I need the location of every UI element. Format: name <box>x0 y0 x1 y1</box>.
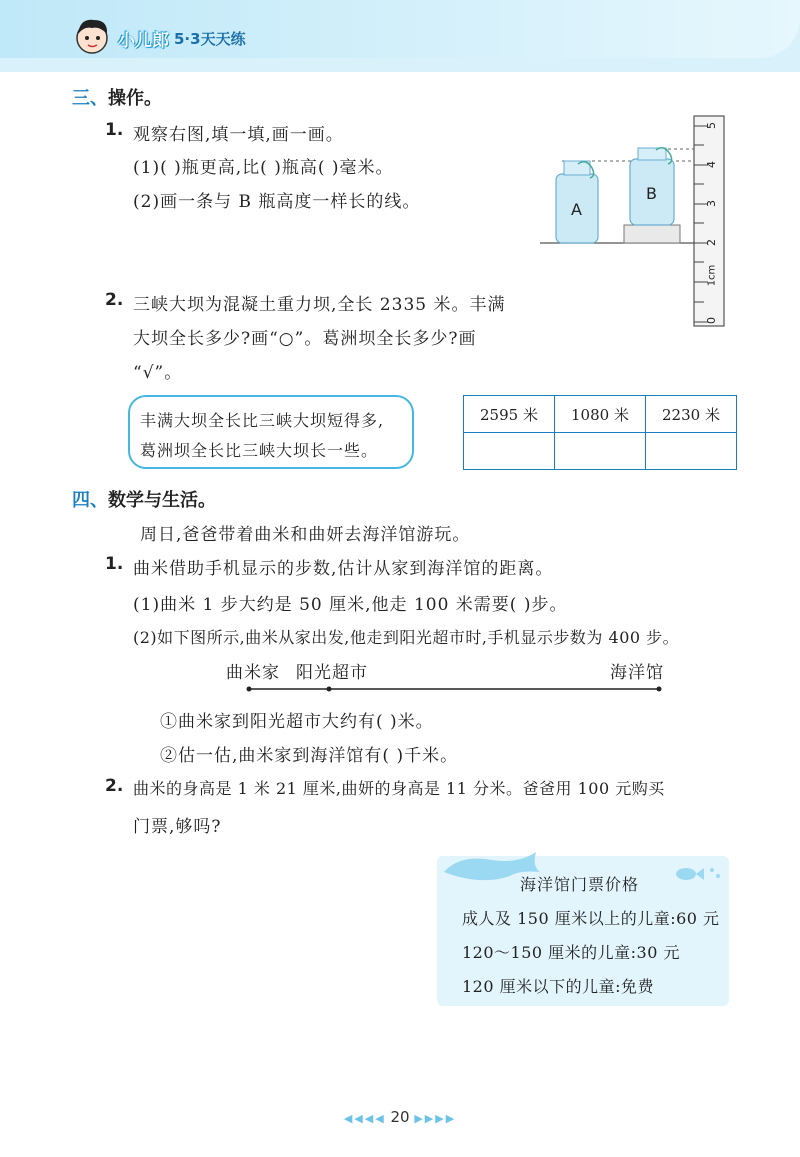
section3-title: 操作。 <box>108 88 162 109</box>
s3-q1-sub2: (2)画一条与 B 瓶高度一样长的线。 <box>133 192 421 212</box>
price-row-adult: 成人及 150 厘米以上的儿童:60 元 <box>462 909 720 928</box>
answer-cell[interactable] <box>555 433 646 470</box>
table-answer-row <box>464 433 737 470</box>
fish-icon <box>668 862 724 886</box>
s4-q1-sub2: (2)如下图所示,曲米从家出发,他走到阳光超市时,手机显示步数为 400 步。 <box>133 628 680 647</box>
page-number-value: 20 <box>390 1108 410 1126</box>
answer-cell[interactable] <box>464 433 555 470</box>
ruler-tick-3: 3 <box>705 200 718 207</box>
s3-q2-line1: 三峡大坝为混凝土重力坝,全长 2335 米。丰满 <box>133 295 506 315</box>
bubble-line1: 丰满大坝全长比三峡大坝短得多, <box>140 411 385 430</box>
s4-q2-line2: 门票,够吗? <box>133 817 222 837</box>
bottle-a-label: A <box>571 200 582 219</box>
mascot-icon <box>70 14 114 58</box>
s4-q1-item2: ②估一估,曲米家到海洋馆有( )千米。 <box>160 746 459 766</box>
brand-logo: 小儿郎 <box>118 31 169 51</box>
label-home: 曲米家 <box>226 663 280 683</box>
label-aquarium: 海洋馆 <box>610 663 664 683</box>
right-arrows-icon: ▶▶▶▶ <box>414 1112 457 1125</box>
bottle-b-label: B <box>646 184 657 203</box>
section4-number: 四、 <box>72 490 108 511</box>
table-header-row <box>464 396 737 433</box>
price-row-free: 120 厘米以下的儿童:免费 <box>462 977 655 996</box>
ruler-tick-4: 4 <box>705 161 718 168</box>
length-table <box>463 395 737 470</box>
s3-q1-number: 1. <box>105 120 124 140</box>
ruler-tick-1: 1cm <box>706 264 718 287</box>
table-cell: 1080 米 <box>555 396 646 433</box>
ruler-tick-0: 0 <box>705 317 718 324</box>
bubble-line2: 葛洲坝全长比三峡大坝长一些。 <box>140 441 379 460</box>
page-number <box>0 1108 800 1126</box>
table-cell: 2595 米 <box>464 396 555 433</box>
section3-heading <box>72 84 162 110</box>
answer-cell[interactable] <box>646 433 737 470</box>
ruler-tick-5: 5 <box>705 122 718 129</box>
s4-q2-line1: 曲米的身高是 1 米 21 厘米,曲妍的身高是 11 分米。爸爸用 100 元购买 <box>133 779 665 798</box>
section4-heading <box>72 486 216 512</box>
s3-q1-sub1: (1)( )瓶更高,比( )瓶高( )毫米。 <box>133 158 394 178</box>
price-box-title: 海洋馆门票价格 <box>520 875 640 894</box>
left-arrows-icon: ◀◀◀◀ <box>343 1112 386 1125</box>
s4-intro: 周日,爸爸带着曲米和曲妍去海洋馆游玩。 <box>140 525 471 545</box>
s4-q1-item1: ①曲米家到阳光超市大约有( )米。 <box>160 712 434 732</box>
s3-q2-number: 2. <box>105 290 124 310</box>
series-title: 5·3天天练 <box>174 30 246 48</box>
s4-q1-sub1: (1)曲米 1 步大约是 50 厘米,他走 100 米需要( )步。 <box>133 595 568 615</box>
distance-line <box>244 680 664 692</box>
label-supermarket: 阳光超市 <box>296 663 368 683</box>
bottle-ruler-figure <box>538 112 728 332</box>
s3-q2-line2: 大坝全长多少?画“○”。葛洲坝全长多少?画 <box>133 329 477 349</box>
s4-q2-number: 2. <box>105 776 124 796</box>
section4-title: 数学与生活。 <box>108 490 216 511</box>
ruler-tick-2: 2 <box>705 239 718 246</box>
section3-number: 三、 <box>72 88 108 109</box>
s4-q1-number: 1. <box>105 554 124 574</box>
s4-q1-text: 曲米借助手机显示的步数,估计从家到海洋馆的距离。 <box>133 559 554 579</box>
price-row-child: 120～150 厘米的儿童:30 元 <box>462 943 681 962</box>
table-cell: 2230 米 <box>646 396 737 433</box>
s3-q1-text: 观察右图,填一填,画一画。 <box>133 125 344 145</box>
s3-q2-line3: “√”。 <box>133 363 183 383</box>
